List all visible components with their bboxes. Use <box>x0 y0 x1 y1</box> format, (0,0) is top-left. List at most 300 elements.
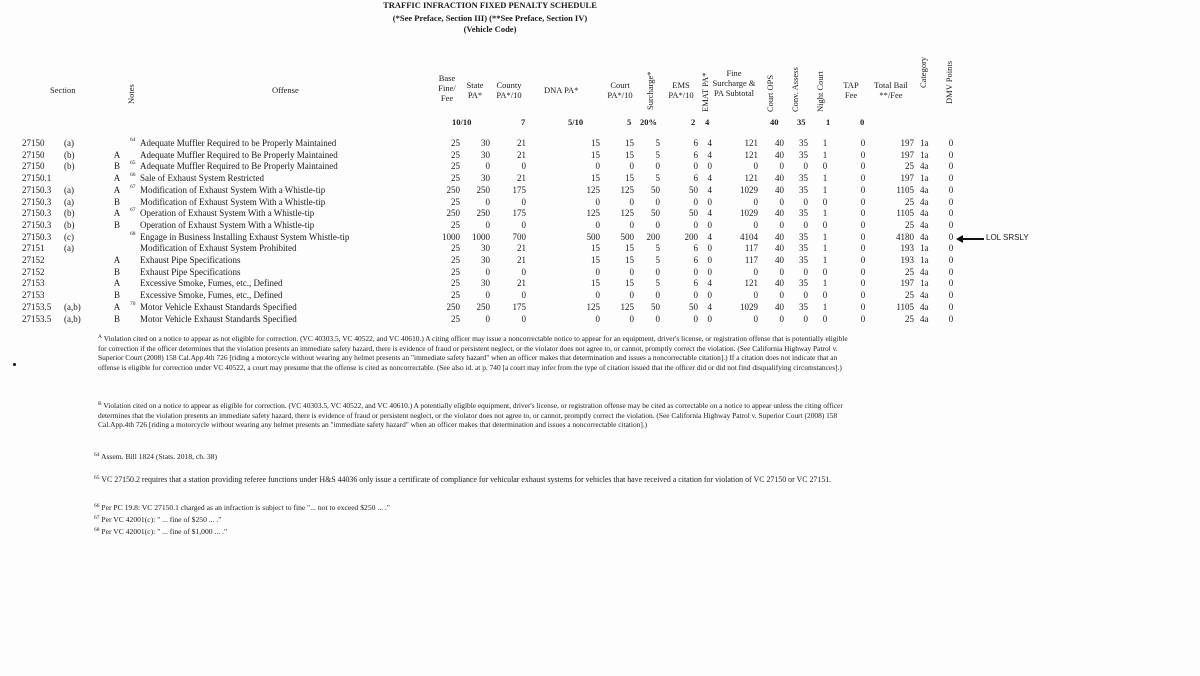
cell-ems: 0 <box>693 196 698 207</box>
cell-court: 125 <box>620 184 634 195</box>
cell-subtotal: 4104 <box>740 231 758 242</box>
cell-dmv: 0 <box>948 301 954 312</box>
table-row <box>0 137 1000 149</box>
stray-dot <box>13 363 16 366</box>
cell-surcharge: 50 <box>651 184 660 195</box>
cell-emat: 0 <box>707 313 712 324</box>
cell-offense-text: Exhaust Pipe Specifications <box>140 255 241 265</box>
cell-offense-text: Modification of Exhaust System With a Whistle-tip <box>140 184 326 195</box>
table-row <box>0 242 1000 254</box>
cell-dmv: 0 <box>948 184 954 195</box>
cell-sub: (b) <box>64 208 75 219</box>
cell-subtotal: 121 <box>744 149 758 160</box>
cell-subtotal: 0 <box>753 161 758 172</box>
cell-surcharge: 0 <box>655 161 660 172</box>
cell-note: A <box>113 301 121 312</box>
cell-tap: 0 <box>860 278 866 289</box>
cell-offense-text: Excessive Smoke, Fumes, etc., Defined <box>140 290 283 301</box>
cell-surcharge: 0 <box>655 266 660 277</box>
cell-ems: 6 <box>693 149 698 160</box>
cell-night: 0 <box>822 161 828 172</box>
document-subtitle: (*See Preface, Section III) (**See Preface, Section IV) <box>392 13 588 23</box>
cell-surcharge: 0 <box>655 290 660 301</box>
cell-sub: (a) <box>64 243 74 254</box>
rate-county: 7 <box>521 117 526 127</box>
cell-dna: 15 <box>591 149 600 160</box>
rate-court: 5 <box>627 117 632 127</box>
rate-state: 10/10 <box>452 117 472 127</box>
cell-footnote-ref: 70 <box>130 300 136 307</box>
cell-offense <box>130 219 314 231</box>
cell-dna: 125 <box>586 301 600 312</box>
cell-base: 25 <box>451 313 460 324</box>
cell-surcharge: 5 <box>655 278 660 289</box>
cell-conv: 35 <box>799 184 808 195</box>
rate-night: 1 <box>826 117 831 127</box>
cell-offense <box>130 196 325 208</box>
cell-footnote-ref: 67 <box>130 183 136 190</box>
header-night-court: Night Court <box>815 71 825 112</box>
cell-cat: 1a <box>920 149 929 160</box>
cell-surcharge: 5 <box>655 243 660 254</box>
cell-cat: 1a <box>920 255 929 265</box>
cell-night: 0 <box>822 290 828 301</box>
cell-ems: 0 <box>693 161 698 172</box>
cell-tap: 0 <box>860 231 866 242</box>
cell-dna: 15 <box>591 255 600 265</box>
cell-total: 1105 <box>896 184 914 195</box>
cell-ops: 0 <box>779 196 784 207</box>
cell-subtotal: 1029 <box>740 301 758 312</box>
cell-subtotal: 121 <box>744 138 758 148</box>
cell-ops: 40 <box>775 278 784 289</box>
cell-surcharge: 50 <box>651 301 660 312</box>
cell-conv: 0 <box>803 196 808 207</box>
cell-county: 21 <box>517 173 526 184</box>
header-notes: Notes <box>126 84 136 104</box>
cell-offense <box>130 313 297 325</box>
cell-offense <box>130 301 297 313</box>
footnote-66 <box>94 503 390 513</box>
cell-court: 125 <box>620 208 634 219</box>
cell-conv: 35 <box>799 149 808 160</box>
cell-offense <box>130 266 240 278</box>
document-title: TRAFFIC INFRACTION FIXED PENALTY SCHEDULE <box>383 0 597 10</box>
cell-total: 197 <box>900 278 914 289</box>
cell-base: 25 <box>451 266 460 277</box>
cell-emat: 4 <box>707 149 712 160</box>
cell-dna: 15 <box>591 173 600 184</box>
cell-sub: (a) <box>64 196 74 207</box>
cell-offense <box>130 231 349 243</box>
cell-offense-text: Adequate Muffler Required to be Properly Maintained <box>140 138 337 148</box>
cell-dna: 0 <box>595 313 600 324</box>
cell-tap: 0 <box>860 184 866 195</box>
cell-ems: 0 <box>693 313 698 324</box>
cell-cat: 4a <box>920 161 929 172</box>
cell-tap: 0 <box>860 138 866 148</box>
cell-court: 0 <box>629 313 634 324</box>
cell-footnote-ref: 64 <box>130 137 136 143</box>
cell-section: 27150 <box>22 138 45 148</box>
document-subtitle-code: (Vehicle Code) <box>463 24 517 34</box>
cell-surcharge: 5 <box>655 149 660 160</box>
cell-dna: 125 <box>586 184 600 195</box>
cell-tap: 0 <box>860 219 866 230</box>
footnote-66-text: Per PC 19.8: VC 27150.1 charged as an infraction is subject to fine "... not to exceed $250 ... ." <box>101 503 390 512</box>
cell-ops: 40 <box>775 301 784 312</box>
cell-night: 1 <box>822 149 828 160</box>
cell-sub: (a,b) <box>64 301 81 312</box>
cell-note: A <box>113 255 121 265</box>
cell-note: A <box>113 278 121 289</box>
cell-county: 700 <box>512 231 526 242</box>
cell-total: 25 <box>905 219 914 230</box>
cell-base: 25 <box>451 138 460 148</box>
cell-section: 27152 <box>22 266 45 277</box>
cell-conv: 35 <box>799 301 808 312</box>
cell-section: 27151 <box>22 243 45 254</box>
cell-emat: 4 <box>707 184 712 195</box>
cell-section: 27153.5 <box>22 313 52 324</box>
cell-conv: 35 <box>799 173 808 184</box>
cell-cat: 4a <box>920 196 929 207</box>
note-a-text: Violation cited on a notice to appear as not eligible for correction. (VC 40303.5, VC 40522, and VC 40610.) A citing officer may issue a noncorrectable notice to appear for an equipment, driver's license, or registration offense that is potentially eligible for correction if the officer determines that the violation presents an immediate safety hazard, there is evidence of fraud or persistent neglect, or the violator does not agree to, or cannot, promptly correct the violation. (See California Highway Patrol v. Superior Court (2008) 158 Cal.App.4th 726 [riding a motorcycle without wearing any helmet presents an "immediate safety hazard" when an officer makes that determination and issues a noncorrectable citation].) If a citation does not indicate that an offense is eligible for correction under VC 40522, a court may presume that the offense is cited as noncorrectable. (See also id. at p. 740 [a court may infer from the type of citation issued that the officer did or did not find disqualifying circumstances].) <box>98 334 848 372</box>
footnote-65-text: VC 27150.2 requires that a station providing referee functions under H&S 44036 only issue a certificate of compliance for vehicular exhaust systems for vehicles that have received a citation for violation of VC 27150 or VC 27151. <box>101 475 832 484</box>
table-row <box>0 196 1000 208</box>
cell-state: 30 <box>481 278 490 289</box>
cell-tap: 0 <box>860 301 866 312</box>
footnote-64-text: Assem. Bill 1824 (Stats. 2018, ch. 38) <box>100 452 217 461</box>
cell-total: 193 <box>900 255 914 265</box>
cell-state: 250 <box>476 301 490 312</box>
table-row <box>0 219 1000 231</box>
cell-surcharge: 5 <box>655 173 660 184</box>
cell-ops: 40 <box>775 138 784 148</box>
cell-conv: 35 <box>799 278 808 289</box>
cell-emat: 4 <box>707 231 712 242</box>
cell-court: 15 <box>625 149 634 160</box>
cell-county: 21 <box>517 149 526 160</box>
cell-emat: 0 <box>707 266 712 277</box>
cell-tap: 0 <box>860 208 866 219</box>
cell-offense <box>130 137 336 149</box>
cell-cat: 1a <box>920 138 929 148</box>
footnote-67-num: 67 <box>94 515 100 521</box>
cell-state: 30 <box>481 149 490 160</box>
header-court-pa: Court PA*/10 <box>607 80 633 100</box>
cell-subtotal: 0 <box>753 313 758 324</box>
cell-sub: (a) <box>64 184 74 195</box>
rate-court-ops: 40 <box>770 117 779 127</box>
cell-base: 25 <box>451 219 460 230</box>
cell-cat: 1a <box>920 243 929 254</box>
cell-offense <box>130 149 338 161</box>
cell-cat: 4a <box>920 208 929 219</box>
cell-tap: 0 <box>860 149 866 160</box>
cell-base: 25 <box>451 290 460 301</box>
cell-total: 197 <box>900 149 914 160</box>
footnote-64 <box>94 452 217 462</box>
cell-total: 197 <box>900 173 914 184</box>
cell-tap: 0 <box>860 313 866 324</box>
note-a <box>98 334 850 372</box>
cell-ops: 40 <box>775 173 784 184</box>
cell-section: 27153 <box>22 278 45 289</box>
handwritten-annotation: LOL SRSLY <box>986 233 1029 242</box>
header-base-fine: Base Fine/ Fee <box>438 73 456 103</box>
cell-emat: 0 <box>707 290 712 301</box>
cell-night: 1 <box>822 301 828 312</box>
cell-county: 0 <box>521 219 526 230</box>
cell-offense-text: Modification of Exhaust System With a Whistle-tip <box>140 196 326 207</box>
rate-dna: 5/10 <box>568 117 584 127</box>
cell-emat: 4 <box>707 173 712 184</box>
cell-surcharge: 200 <box>646 231 660 242</box>
cell-note: B <box>113 313 120 324</box>
cell-offense-text: Adequate Muffler Required to Be Properly Maintained <box>140 161 338 172</box>
cell-dna: 500 <box>586 231 600 242</box>
cell-ems: 6 <box>693 255 698 265</box>
cell-tap: 0 <box>860 290 866 301</box>
cell-ops: 40 <box>775 149 784 160</box>
cell-court: 0 <box>629 290 634 301</box>
cell-night: 1 <box>822 243 828 254</box>
cell-offense <box>130 277 282 289</box>
table-row <box>0 277 1000 289</box>
cell-dmv: 0 <box>948 196 954 207</box>
cell-conv: 35 <box>799 243 808 254</box>
cell-conv: 35 <box>799 208 808 219</box>
cell-offense <box>130 172 264 184</box>
cell-subtotal: 117 <box>744 243 758 254</box>
rate-ems: 2 <box>691 117 696 127</box>
cell-offense-text: Engage in Business Installing Exhaust System Whistle-tip <box>140 231 350 242</box>
cell-footnote-ref: 68 <box>130 230 136 237</box>
cell-offense-text: Excessive Smoke, Fumes, etc., Defined <box>140 278 283 289</box>
cell-subtotal: 117 <box>744 255 758 265</box>
cell-offense <box>130 289 282 301</box>
table-row <box>0 149 1000 161</box>
cell-dmv: 0 <box>948 138 954 148</box>
cell-county: 21 <box>517 243 526 254</box>
footnote-65 <box>94 475 831 485</box>
cell-footnote-ref: 67 <box>130 207 136 214</box>
cell-night: 1 <box>822 255 828 265</box>
cell-court: 125 <box>620 301 634 312</box>
cell-subtotal: 121 <box>744 173 758 184</box>
cell-sub: (a,b) <box>64 313 81 324</box>
cell-conv: 0 <box>803 161 808 172</box>
cell-base: 25 <box>451 278 460 289</box>
cell-ems: 0 <box>693 290 698 301</box>
cell-total: 1105 <box>896 301 914 312</box>
cell-base: 25 <box>451 173 460 184</box>
cell-dmv: 0 <box>948 219 954 230</box>
cell-conv: 0 <box>803 219 808 230</box>
cell-state: 0 <box>485 219 490 230</box>
cell-dna: 0 <box>595 196 600 207</box>
cell-state: 250 <box>476 184 490 195</box>
cell-sub: (b) <box>64 161 75 172</box>
cell-cat: 1a <box>920 173 929 184</box>
cell-ems: 6 <box>693 173 698 184</box>
cell-ops: 0 <box>779 266 784 277</box>
header-emat: EMAT PA* <box>700 72 710 112</box>
cell-ops: 40 <box>775 231 784 242</box>
cell-section: 27150.3 <box>22 219 52 230</box>
cell-section: 27150.3 <box>22 231 52 242</box>
cell-dmv: 0 <box>948 149 954 160</box>
table-row <box>0 207 1000 219</box>
note-a-mark: A <box>98 334 102 340</box>
cell-state: 0 <box>485 266 490 277</box>
cell-ops: 0 <box>779 161 784 172</box>
footnote-67-text: Per VC 42001(c): " ... fine of $250 ... ." <box>101 515 222 524</box>
cell-dmv: 0 <box>948 313 954 324</box>
cell-cat: 4a <box>920 266 929 277</box>
cell-sub: (a) <box>64 138 74 148</box>
cell-ems: 200 <box>684 231 698 242</box>
cell-ems: 0 <box>693 266 698 277</box>
cell-subtotal: 121 <box>744 278 758 289</box>
cell-state: 0 <box>485 161 490 172</box>
cell-dna: 15 <box>591 138 600 148</box>
cell-court: 0 <box>629 161 634 172</box>
cell-court: 15 <box>625 243 634 254</box>
cell-conv: 35 <box>799 255 808 265</box>
header-surcharge: Surcharge* <box>645 71 655 110</box>
cell-note: A <box>113 149 121 160</box>
cell-note: A <box>113 173 121 184</box>
cell-night: 1 <box>822 184 828 195</box>
cell-ems: 6 <box>693 278 698 289</box>
cell-cat: 4a <box>920 231 929 242</box>
header-state-pa: State PA* <box>466 80 484 100</box>
cell-total: 197 <box>900 138 914 148</box>
footnote-65-num: 65 <box>94 475 100 481</box>
cell-base: 25 <box>451 255 460 265</box>
cell-night: 0 <box>822 313 828 324</box>
cell-ops: 40 <box>775 208 784 219</box>
cell-offense <box>130 254 240 266</box>
header-court-ops: Court OPS <box>765 74 775 112</box>
cell-emat: 4 <box>707 208 712 219</box>
cell-court: 15 <box>625 278 634 289</box>
cell-section: 27150.3 <box>22 184 52 195</box>
cell-ems: 50 <box>689 184 698 195</box>
cell-dna: 15 <box>591 243 600 254</box>
header-category: Category <box>918 56 928 88</box>
cell-county: 21 <box>517 278 526 289</box>
cell-total: 25 <box>905 313 914 324</box>
cell-subtotal: 0 <box>753 196 758 207</box>
cell-cat: 4a <box>920 301 929 312</box>
cell-night: 1 <box>822 278 828 289</box>
cell-state: 30 <box>481 255 490 265</box>
cell-tap: 0 <box>860 161 866 172</box>
cell-county: 175 <box>512 208 526 219</box>
footnote-64-num: 64 <box>94 452 100 458</box>
cell-conv: 0 <box>803 266 808 277</box>
cell-state: 30 <box>481 243 490 254</box>
cell-offense <box>130 160 338 172</box>
cell-cat: 4a <box>920 313 929 324</box>
cell-emat: 4 <box>707 138 712 148</box>
cell-base: 25 <box>451 161 460 172</box>
cell-surcharge: 0 <box>655 313 660 324</box>
cell-state: 1000 <box>472 231 490 242</box>
cell-section: 27153 <box>22 290 45 301</box>
cell-tap: 0 <box>860 266 866 277</box>
cell-surcharge: 5 <box>655 255 660 265</box>
cell-cat: 4a <box>920 219 929 230</box>
cell-emat: 0 <box>707 255 712 265</box>
cell-base: 25 <box>451 243 460 254</box>
cell-subtotal: 1029 <box>740 184 758 195</box>
cell-base: 250 <box>446 301 460 312</box>
cell-state: 250 <box>476 208 490 219</box>
table-row <box>0 266 1000 278</box>
table-row <box>0 301 1000 313</box>
cell-emat: 0 <box>707 161 712 172</box>
footnote-66-num: 66 <box>94 503 100 509</box>
footnote-67 <box>94 515 221 525</box>
cell-total: 25 <box>905 161 914 172</box>
header-ems: EMS PA*/10 <box>668 80 694 100</box>
table-row <box>0 231 1000 243</box>
rate-tap: 0 <box>860 117 865 127</box>
cell-note: B <box>113 290 120 301</box>
cell-subtotal: 0 <box>753 219 758 230</box>
cell-state: 0 <box>485 196 490 207</box>
cell-dna: 125 <box>586 208 600 219</box>
table-row <box>0 184 1000 196</box>
cell-dmv: 0 <box>948 208 954 219</box>
cell-dmv: 0 <box>948 255 954 265</box>
cell-dna: 0 <box>595 219 600 230</box>
cell-state: 30 <box>481 173 490 184</box>
cell-night: 0 <box>822 196 828 207</box>
cell-base: 25 <box>451 196 460 207</box>
cell-tap: 0 <box>860 243 866 254</box>
cell-offense-text: Operation of Exhaust System With a Whistle-tip <box>140 208 315 219</box>
cell-dna: 15 <box>591 278 600 289</box>
footnote-68-text: Per VC 42001(c): " ... fine of $1,000 ... ." <box>101 527 228 536</box>
cell-ops: 40 <box>775 255 784 265</box>
cell-ems: 6 <box>693 138 698 148</box>
table-row <box>0 172 1000 184</box>
note-b-mark: B <box>98 401 102 407</box>
cell-footnote-ref: 65 <box>130 160 136 167</box>
cell-county: 0 <box>521 313 526 324</box>
cell-county: 175 <box>512 184 526 195</box>
cell-offense <box>130 207 314 219</box>
table-row <box>0 313 1000 325</box>
cell-offense-text: Sale of Exhaust System Restricted <box>140 173 264 184</box>
cell-offense-text: Motor Vehicle Exhaust Standards Specified <box>140 313 297 324</box>
table-row <box>0 160 1000 172</box>
cell-emat: 0 <box>707 196 712 207</box>
cell-night: 0 <box>822 219 828 230</box>
cell-section: 27150.3 <box>22 208 52 219</box>
cell-court: 500 <box>620 231 634 242</box>
cell-base: 250 <box>446 208 460 219</box>
header-county-pa: County PA*/10 <box>496 80 522 100</box>
cell-offense-text: Adequate Muffler Required to Be Properly Maintained <box>140 149 338 160</box>
cell-court: 15 <box>625 138 634 148</box>
cell-dna: 0 <box>595 161 600 172</box>
